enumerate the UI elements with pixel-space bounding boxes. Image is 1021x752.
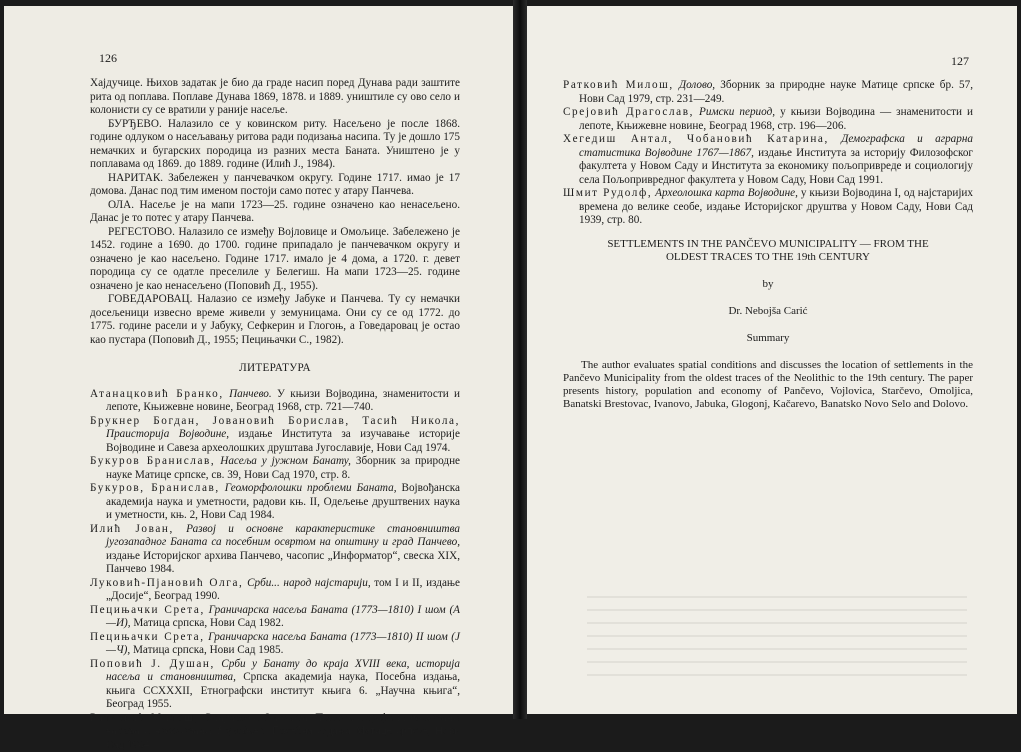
reference-entry: Срејовић Драгослав, Римски период, у књизи Војводина — знаменитости и лепоте, Књижевне новине, Београд 1968, стр. 196—206. <box>563 106 973 133</box>
reference-entry: Поповић Ј. Душан, Срби у Банату до краја XVIII века, историја насеља и становништва, Српска академија наука, Посебна издања, књига CCXXXII, Етнографски институт књига 6. „Научна књига“, Београд 1955. <box>90 658 460 712</box>
paragraph-burdjevo: БУРЂЕВО. Налазило се у ковинском риту. Насељено је после 1868. године одлуком о насељавању ритова ради подизања насипа. Ту је дошло 175 немачких и бугарских породица из разних места Баната. Уништено је у поплавама од 1869. до 1889. године (Илић Ј., 1984). <box>90 118 460 172</box>
paragraph-regestovo: РЕГЕСТОВО. Налазило се између Војловице и Омољице. Забележено је 1452. године а 1690. до 1700. године припадало је панчевачком округу и означено је као насељено. Године 1717. имало је 4 дома, а 1720. г. девет породица су се одатле преселиле у Белегиш. На мапи 1723—25. године означено је као ненасељено (Поповић Д., 1955). <box>90 226 460 294</box>
summary-title-line-2: OLDEST TRACES TO THE 19th CENTURY <box>563 251 973 264</box>
right-page <box>527 6 1017 714</box>
reference-entry: Брукнер Богдан, Јовановић Борислав, Тасић Никола, Праисторија Војводине, издање Института за изучавање историје Војводине и Савеза археолошких друштава Југославије, Нови Сад 1974. <box>90 415 460 456</box>
reference-entry: Илић Јован, Развој и основне карактеристике становништва југозападног Баната са посебним освртом на општину и град Панчево, издање Историјског архива Панчево, часопис „Информатор“, свеска XIX, Панчево 1984. <box>90 523 460 577</box>
book-gutter <box>513 0 527 719</box>
paragraph-naritak: НАРИТАК. Забележен у панчевачком округу. Године 1717. имао је 17 домова. Данас под тим именом постоји само потес у атару Панчева. <box>90 172 460 199</box>
summary-author: Dr. Nebojša Carić <box>563 305 973 318</box>
summary-label: Summary <box>563 332 973 345</box>
reference-entry: Букуров, Бранислав, Геоморфолошки проблеми Баната, Војвођанска академија наука и уметности, радови књ. II, Одељење друштвених наука и уметности, књ. 2, Нови Сад 1984. <box>90 482 460 523</box>
english-summary <box>563 238 973 411</box>
right-references <box>563 79 973 228</box>
paragraph-govedarovac: ГОВЕДАРОВАЦ. Налазио се између Јабуке и Панчева. Ту су немачки досељеници извесно време живели у земуницама. Они су се од 1772. до 1775. године расели и у Јабуку, Сефкерин и Глогоњ, а Говедаровац је остао као пустара (Поповић Д., 1955; Пецињачки С., 1982). <box>90 293 460 347</box>
reference-entry: Шмит Рудолф, Археолошка карта Војводине, у књизи Војводина I, од најстаријих времена до велике сеобе, издање Историјског друштва у Новом Саду, Нови Сад 1939, стр. 80. <box>563 187 973 228</box>
summary-by: by <box>563 278 973 291</box>
references-heading: ЛИТЕРАТУРА <box>90 362 460 376</box>
reference-entry: Ратковић Милош, Долово, Зборник за природне науке Матице српске бр. 57, Нови Сад 1979, стр. 231—249. <box>563 79 973 106</box>
summary-abstract: The author evaluates spatial conditions and discusses the location of settlements in the Pančevo Municipality from the oldest traces of the Neolithic to the 19th century. The paper presents history, population and economy of Pančevo, Vojlovica, Starčevo, Omoljica, Banatski Brestovac, Ivanovo, Jabuka, Glogonj, Kačarevo, Banatsko Novo Selo and Dolovo. <box>563 359 973 411</box>
summary-title-line-1: SETTLEMENTS IN THE PANČEVO MUNICIPALITY — FROM THE <box>563 238 973 251</box>
reference-entry: Пецињачки Срета, Граничарска насеља Баната (1773—1810) II шом (Ј—Ч), Матица српска, Нови Сад 1985. <box>90 631 460 658</box>
left-text-column <box>90 77 460 752</box>
reference-entry: Ратковић Милош, Старчево и Омољица. Прилози и грађа за познавање насеља и насељавања Војводине, Посебна издања Матице српске, Нови Сад 1964. <box>90 712 460 752</box>
page-number-left: 126 <box>99 51 117 66</box>
paragraph-ola: ОЛА. Насеље је на мапи 1723—25. године означено као ненасељено. Данас је то потес у атару Панчева. <box>90 199 460 226</box>
left-page <box>4 6 513 714</box>
reference-entry: Пецињачки Срета, Граничарска насеља Баната (1773—1810) I шом (А—И), Матица српска, Нови Сад 1982. <box>90 604 460 631</box>
reference-entry: Букуров Бранислав, Насеља у јужном Банату, Зборник за природне науке Матице српске, св. 39, Нови Сад 1970, стр. 8. <box>90 455 460 482</box>
show-through-texture <box>587 596 967 686</box>
reference-entry: Хегедиш Антал, Чобановић Катарина, Демографска и аграрна статистика Војводине 1767—1867, издање Института за историју Филозофског факултета у Новом Саду и Института за економику пољопривреде и социологију села Пољопривредног факултета у Новом Саду, Нови Сад 1991. <box>563 133 973 187</box>
reference-entry: Атанацковић Бранко, Панчево. У књизи Војводина, знаменитости и лепоте, Књижевне новине, Београд 1968, стр. 721—740. <box>90 388 460 415</box>
paragraph-intro: Хајдучице. Њихов задатак је био да граде насип поред Дунава ради заштите рита од поплава. Поплаве Дунава 1869, 1878. и 1889. уништиле су ово село и колонисти су се вратили у раније насеље. <box>90 77 460 118</box>
page-number-right: 127 <box>951 54 969 69</box>
reference-entry: Луковић-Пјановић Олга, Срби... народ најстарији, том I и II, издање „Досије“, Београд 1990. <box>90 577 460 604</box>
